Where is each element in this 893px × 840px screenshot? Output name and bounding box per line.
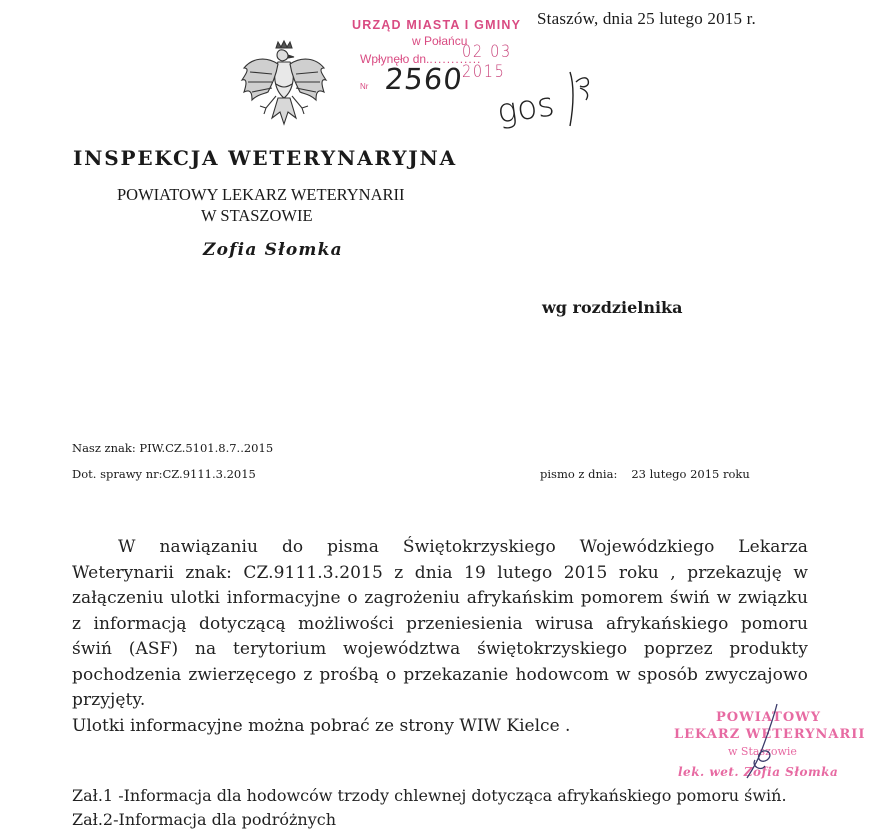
attachment-item: Zał.1 -Informacja dla hodowców trzody chlewnej dotycząca afrykańskiego pomoru świń.: [72, 786, 787, 805]
letter-date-value: 23 lutego 2015 roku: [631, 467, 750, 481]
organization-name: INSPEKCJA WETERYNARYJNA: [73, 146, 457, 170]
handwritten-annotation: gos: [494, 84, 557, 131]
attachment-item: Zał.2-Informacja dla podróżnych: [72, 810, 337, 829]
stamp-nr-label: Nr: [360, 82, 369, 91]
handwritten-scribble-icon: [560, 64, 594, 149]
stamp-office-name: URZĄD MIASTA I GMINY: [352, 18, 522, 32]
stamp-received-date: 02 03 2015: [462, 42, 512, 82]
body-paragraph-1: W nawiązaniu do pisma Świętokrzyskiego Wojewódzkiego Lekarza Weterynarii znak: CZ.9111.3.2015 z dnia 19 lutego 2015 roku , przekazuję w załączeniu ulotki informacyjne o zagrożeniu afrykańskim pomorem świń w związku z informacją dotyczącą możliwości przeniesienia wirusa afrykańskiego pomoru świń (ASF) na terytorium województwa świętokrzyskiego poprzez produkty pochodzenia zwierzęcego z prośbą o przekazanie hodowcom w sposób zwyczajowo przyjęty.: [72, 537, 808, 710]
stamp-dots: ............: [429, 52, 482, 66]
stamp-office-location: w Połańcu: [412, 34, 468, 48]
eagle-emblem-icon: [238, 38, 330, 134]
signature-stamp-line-1: POWIATOWY: [716, 710, 822, 725]
signer-name: Zofia Słomka: [203, 240, 343, 260]
our-reference: Nasz znak: PIW.CZ.5101.8.7..2015: [72, 441, 274, 455]
letter-date-label: pismo z dnia:: [540, 467, 618, 481]
document-date: Staszów, dnia 25 lutego 2015 r.: [537, 9, 756, 28]
stamp-received-label-text: Wpłynęło dn.: [360, 52, 430, 66]
signature-stamp-line-4: lek. wet. Zofia Słomka: [678, 765, 839, 779]
letter-date-reference: [540, 467, 750, 481]
case-reference: Dot. sprawy nr:CZ.9111.3.2015: [72, 467, 256, 481]
signature-icon: [715, 700, 805, 795]
handwritten-registry-number: 2560: [383, 62, 465, 96]
organization-location: W STASZOWIE: [201, 206, 313, 225]
recipient: wg rozdzielnika: [542, 298, 683, 317]
signature-stamp-line-2: LEKARZ WETERYNARII: [674, 727, 866, 742]
attachments-list: [72, 784, 787, 832]
body-paragraph-2: Ulotki informacyjne można pobrać ze strony WIW Kielce .: [72, 715, 571, 736]
signature-stamp-line-3: w Staszowie: [728, 745, 797, 758]
organization-office: POWIATOWY LEKARZ WETERYNARII: [117, 185, 405, 204]
